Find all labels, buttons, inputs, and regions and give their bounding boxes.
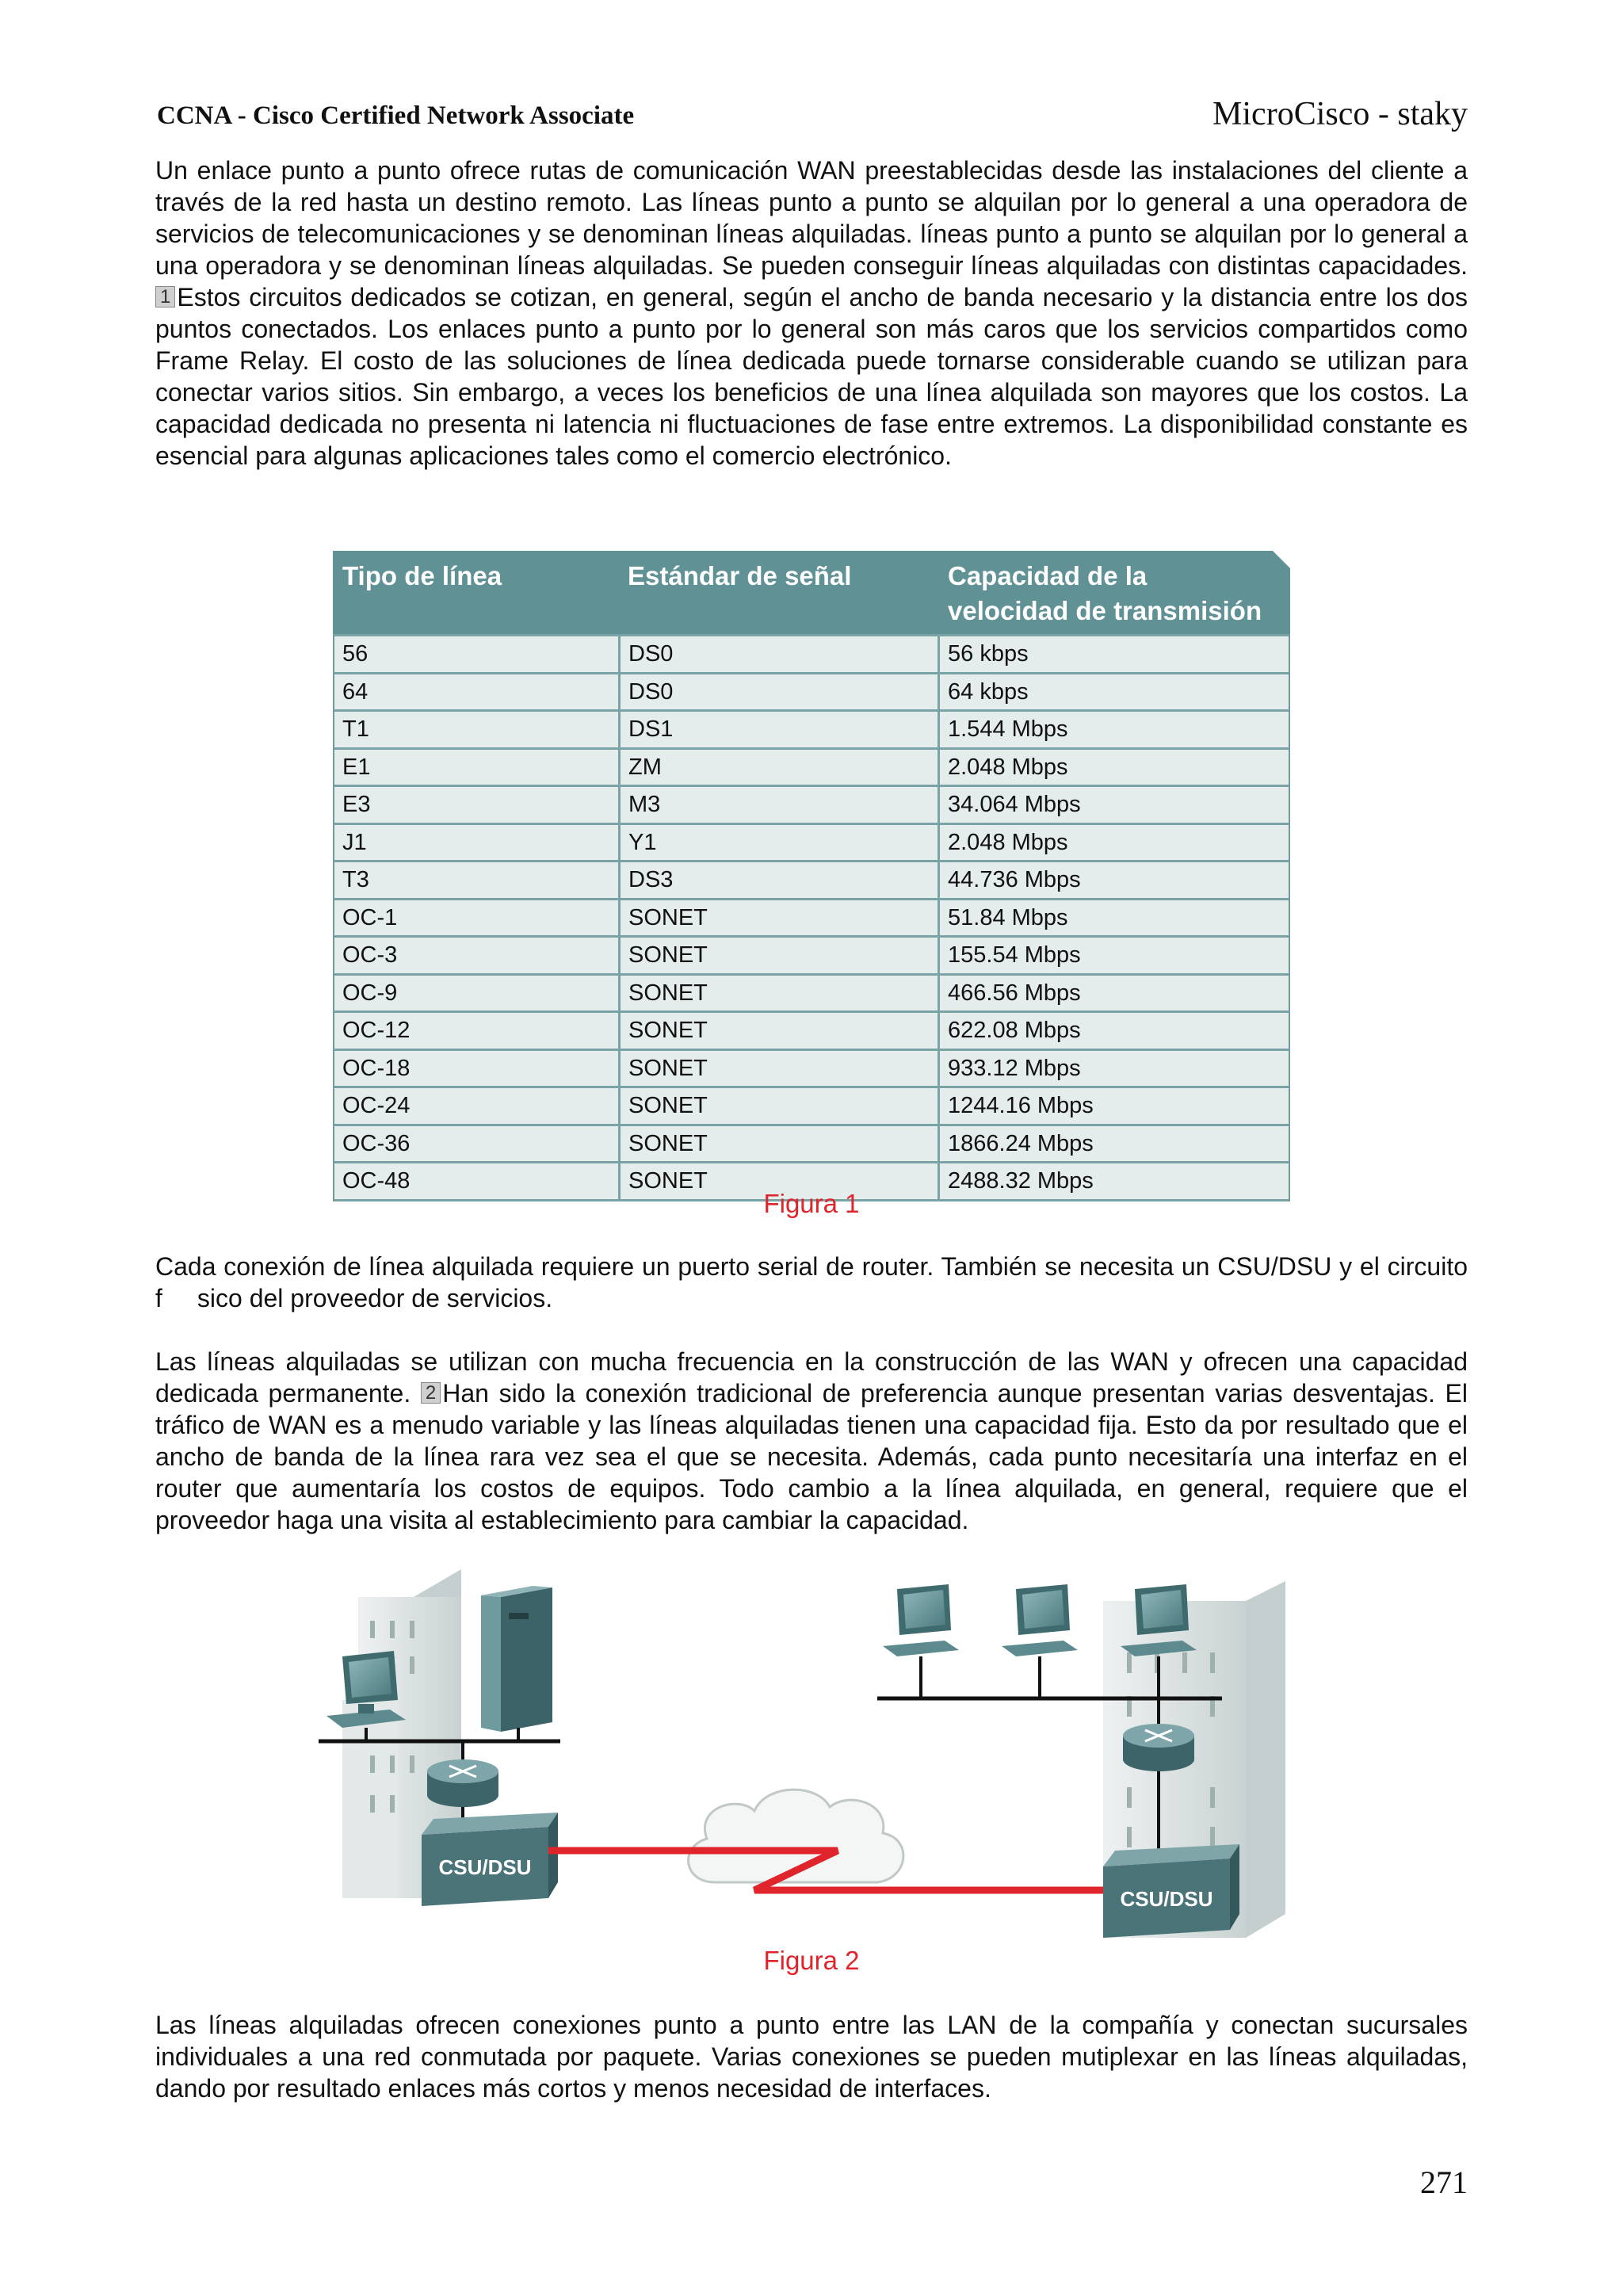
table-cell-line-type: E1 <box>334 750 621 785</box>
table-row <box>334 747 1289 785</box>
table-cell-line-type: OC-3 <box>334 938 621 973</box>
table-row <box>334 1010 1289 1049</box>
table-cell-line-type: OC-12 <box>334 1013 621 1049</box>
table-cell-signal-standard: SONET <box>621 1163 940 1199</box>
table-row <box>334 785 1289 823</box>
left-pc-icon <box>327 1651 406 1728</box>
table-cell-signal-standard: DS0 <box>621 674 940 710</box>
paragraph-leased-lines <box>155 1346 1468 1536</box>
table-cell-signal-standard: SONET <box>621 1051 940 1087</box>
figure-1-caption: Figura 1 <box>763 1189 860 1218</box>
table-cell-capacity: 64 kbps <box>948 678 1029 705</box>
table-header <box>333 551 1290 634</box>
table-row <box>334 860 1289 898</box>
table-cell-signal-standard: SONET <box>621 938 940 973</box>
table-header-line-type: Tipo de línea <box>342 561 502 590</box>
table-row <box>334 672 1289 710</box>
table-header-capacity: Capacidad de la velocidad de transmisión <box>948 561 1262 625</box>
line-types-table <box>333 551 1290 1201</box>
table-cell-capacity: 155.54 Mbps <box>948 942 1081 968</box>
figure-ref-2[interactable]: 2 <box>421 1382 441 1404</box>
figure-ref-1[interactable]: 1 <box>155 286 175 308</box>
table-cell-signal-standard: DS3 <box>621 862 940 898</box>
table-cell-line-type: OC-24 <box>334 1088 621 1124</box>
table-cell-signal-standard: M3 <box>621 787 940 823</box>
table-row <box>334 1124 1289 1162</box>
table-body <box>333 634 1290 1201</box>
table-cell-capacity: 1.544 Mbps <box>948 716 1068 742</box>
table-cell-signal-standard: SONET <box>621 1088 940 1124</box>
table-cell-line-type: OC-48 <box>334 1163 621 1199</box>
table-cell-signal-standard: DS0 <box>621 636 940 672</box>
table-cell-line-type: 56 <box>334 636 621 672</box>
header-title-right: MicroCisco - staky <box>1212 96 1468 132</box>
table-cell-signal-standard: SONET <box>621 900 940 936</box>
table-cell-line-type: OC-1 <box>334 900 621 936</box>
table-cell-line-type: 64 <box>334 674 621 710</box>
table-cell-capacity: 622.08 Mbps <box>948 1018 1081 1043</box>
table-cell-signal-standard: DS1 <box>621 712 940 747</box>
paragraph-conclusion: Las líneas alquiladas ofrecen conexiones punto a punto entre las LAN de la compañía y conectan sucursales individuales a una red conmutada por paquete. Varias conexiones se pueden mutiplexar en las líneas alquiladas, dando por resultado enlaces más cortos y menos necesidad de interfaces. <box>155 2011 1468 2103</box>
right-pc-icon-2 <box>1002 1584 1078 1698</box>
table-row <box>334 935 1289 973</box>
table-row <box>334 709 1289 747</box>
table-row <box>334 898 1289 936</box>
table-row <box>334 634 1289 672</box>
leased-line-diagram <box>311 1565 1293 1950</box>
table-cell-line-type: OC-36 <box>334 1126 621 1162</box>
figure-2-caption: Figura 2 <box>763 1946 860 1975</box>
table-cell-signal-standard: SONET <box>621 976 940 1011</box>
right-csu-dsu-label: CSU/DSU <box>1120 1887 1213 1911</box>
table-row <box>334 973 1289 1011</box>
table-cell-line-type: J1 <box>334 825 621 861</box>
table-cell-signal-standard: ZM <box>621 750 940 785</box>
table-row <box>334 823 1289 861</box>
paragraph-intro-text-b: Estos circuitos dedicados se cotizan, en general, según el ancho de banda necesario y la distancia entre los dos puntos conectados. Los enlaces punto a punto por lo general son más caros que los servicios compartidos como Frame Relay. El costo de las soluciones de línea dedicada puede tornarse considerable cuando se utilizan para conectar varios sitios. Sin embargo, a veces los beneficios de una línea alquilada son mayores que los costos. La capacidad dedicada no presenta ni latencia ni fluctuaciones de fase entre extremos. La disponibilidad constante es esencial para algunas aplicaciones tales como el comercio electrónico. <box>155 283 1468 470</box>
table-cell-capacity: 34.064 Mbps <box>948 792 1081 817</box>
table-cell-capacity: 466.56 Mbps <box>948 980 1081 1006</box>
right-pc-icon-1 <box>883 1584 959 1698</box>
paragraph-serial-port-text-b: sico del proveedor de servicios. <box>197 1284 553 1312</box>
table-row <box>334 1049 1289 1087</box>
header-title-left: CCNA - Cisco Certified Network Associate <box>157 101 635 130</box>
table-cell-signal-standard: Y1 <box>621 825 940 861</box>
table-cell-line-type: T3 <box>334 862 621 898</box>
paragraph-intro-text-a: Un enlace punto a punto ofrece rutas de comunicación WAN preestablecidas desde las instalaciones del cliente a través de la red hasta un destino remoto. Las líneas punto a punto se alquilan por lo general a una operadora de servicios de telecomunicaciones y se denominan líneas alquiladas. líneas punto a punto se alquilan por lo general a una operadora y se denominan líneas alquiladas. Se pueden conseguir líneas alquiladas con distintas capacidades. <box>155 156 1468 280</box>
table-cell-signal-standard: SONET <box>621 1013 940 1049</box>
table-cell-line-type: E3 <box>334 787 621 823</box>
table-cell-line-type: OC-9 <box>334 976 621 1011</box>
table-header-signal-standard: Estándar de señal <box>628 561 852 590</box>
paragraph-leased-lines-text-b: Han sido la conexión tradicional de preferencia aunque presentan varias desventajas. El tráfico de WAN es a menudo variable y las líneas alquiladas tienen una capacidad fija. Esto da por resultado que el ancho de banda de la línea rara vez sea el que se necesita. Además, cada punto necesitaría una interfaz en el router que aumentaría los costos de equipos. Todo cambio a la línea alquilada, en general, requiere que el proveedor haga una visita al establecimiento para cambiar la capacidad. <box>155 1379 1468 1534</box>
page-number: 271 <box>1420 2164 1468 2200</box>
table-cell-capacity: 2.048 Mbps <box>948 829 1068 855</box>
left-server-icon <box>481 1586 552 1732</box>
table-cell-capacity: 51.84 Mbps <box>948 904 1068 930</box>
table-cell-capacity: 2.048 Mbps <box>948 754 1068 780</box>
table-row <box>334 1086 1289 1124</box>
left-csu-dsu <box>422 1813 558 1906</box>
table-cell-capacity: 2488.32 Mbps <box>948 1168 1094 1194</box>
left-csu-dsu-label: CSU/DSU <box>438 1855 532 1879</box>
table-cell-line-type: T1 <box>334 712 621 747</box>
paragraph-intro <box>155 155 1468 472</box>
table-cell-capacity: 933.12 Mbps <box>948 1055 1081 1081</box>
paragraph-serial-port-text-a: Cada conexión de línea alquilada requiere un puerto serial de router. También se necesita un CSU/DSU y el circuito f <box>155 1252 1468 1312</box>
table-cell-capacity: 1866.24 Mbps <box>948 1130 1094 1156</box>
table-cell-line-type: OC-18 <box>334 1051 621 1087</box>
table-cell-signal-standard: SONET <box>621 1126 940 1162</box>
table-cell-capacity: 44.736 Mbps <box>948 867 1081 892</box>
right-csu-dsu <box>1103 1844 1239 1938</box>
paragraph-leased-lines-text-a: Las líneas alquiladas se utilizan con mucha frecuencia en la construcción de las WAN y ofrecen una capacidad dedicada permanente. <box>155 1347 1468 1408</box>
table-cell-capacity: 1244.16 Mbps <box>948 1093 1094 1118</box>
table-cell-capacity: 56 kbps <box>948 641 1029 667</box>
paragraph-serial-port <box>155 1251 1468 1314</box>
